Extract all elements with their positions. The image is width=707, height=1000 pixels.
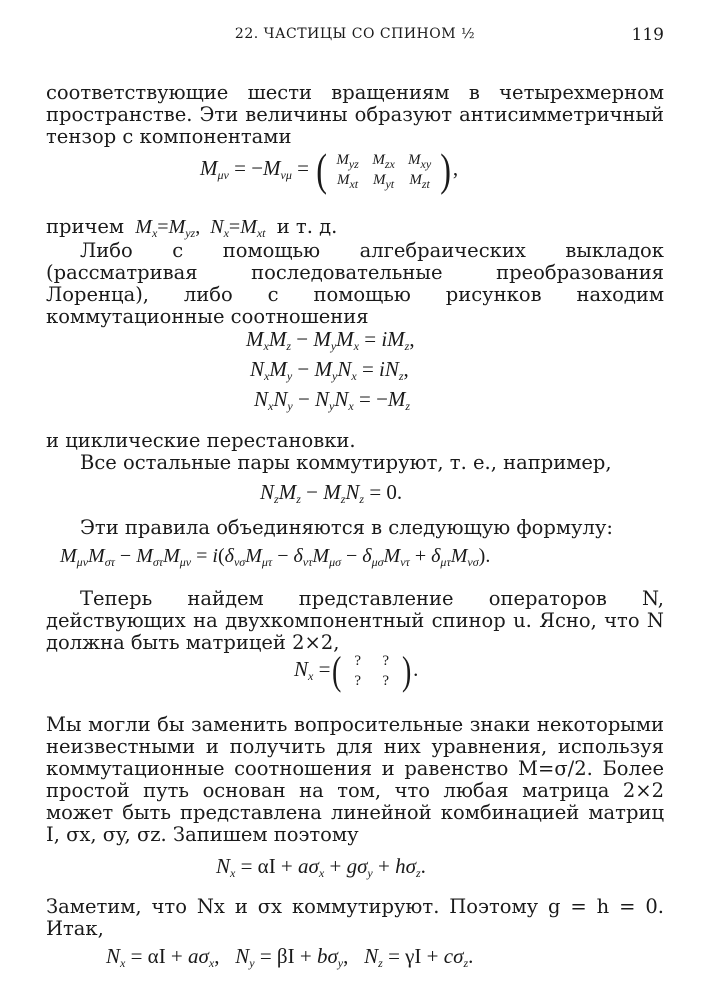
equation-tensor: $M_{\mu\nu} = -M_{\nu\mu}$ = ( $M_{yz}$ $M_{zx}$ $M_{xy}$ $M_{xt}$ $M_{yt}$ $M_{zt}$ ) , [200, 144, 459, 195]
page-number: 119 [631, 25, 664, 45]
paragraph-2-prefix: причем [46, 215, 125, 238]
equation-nx-unknown: $N_x$ =( ? ? ? ? ). [294, 648, 419, 693]
equation-comm-1: $M_xM_z - M_yM_x = iM_z$, [246, 327, 415, 353]
paragraph-3: Либо с помощью алгебраических выкладок (рассматривая последовательные преобразования Лоренца), либо с помощью рисунков находим коммутационные соотношения [46, 239, 664, 328]
paragraph-1: соответствующие шести вращениям в четырехмерном пространстве. Эти величины образуют антисимметричный тензор с компонентами [46, 81, 664, 148]
page-header [46, 26, 664, 50]
equation-nx-linear: $N_x = \alpha I + a\sigma_x + g\sigma_y + h\sigma_z$. [216, 854, 426, 880]
equation-mx-def: $M_x=M_{yz}$, $N_x=M_{xt}$ [130, 216, 266, 240]
paragraph-9: Заметим, что Nx и σx коммутируют. Поэтому g = h = 0. Итак, [46, 895, 664, 940]
paragraph-6: Эти правила объединяются в следующую формулу: [80, 516, 613, 539]
paragraph-2-suffix: и т. д. [276, 215, 338, 238]
equation-nz-mz: $N_zM_z - M_zN_z = 0$. [260, 480, 403, 506]
chapter-title: 22. ЧАСТИЦЫ СО СПИНОМ ½ [234, 26, 476, 42]
paragraph-2 [46, 214, 337, 240]
equation-comm-2: $N_xM_y - M_yN_x = iN_z$, [250, 357, 409, 383]
paragraph-7: Теперь найдем представление операторов N, действующих на двухкомпонентный спинор u. Ясно, что N должна быть матрицей 2×2, [46, 587, 664, 654]
equation-comm-3: $N_xN_y - N_yN_x = -M_z$ [254, 387, 411, 413]
equation-final: $N_x = \alpha I + a\sigma_x$, $N_y = \beta I + b\sigma_y$, $N_z = \gamma I + c\sigma_z$. [106, 944, 474, 970]
equation-general: $M_{\mu\nu}M_{\sigma\tau} - M_{\sigma\tau}M_{\mu\nu} = i(\delta_{\nu\sigma}M_{\mu\tau} - \delta_{\nu\tau}M_{\mu\sigma} - \delta_{\mu\sigma}M_{\nu\tau} + \delta_{\mu\tau}M_{\nu\sigma})$. [60, 545, 491, 569]
paragraph-8: Мы могли бы заменить вопросительные знаки некоторыми неизвестными и получить для них уравнения, используя коммутационные соотношения и равенство M=σ/2. Более простой путь основан на том, что любая матрица 2×2 может быть представлена линейной комбинацией матриц I, σx, σy, σz. Запишем поэтому [46, 713, 664, 846]
paragraph-4: и циклические перестановки. [46, 429, 356, 452]
paragraph-5: Все остальные пары коммутируют, т. е., например, [80, 451, 612, 474]
